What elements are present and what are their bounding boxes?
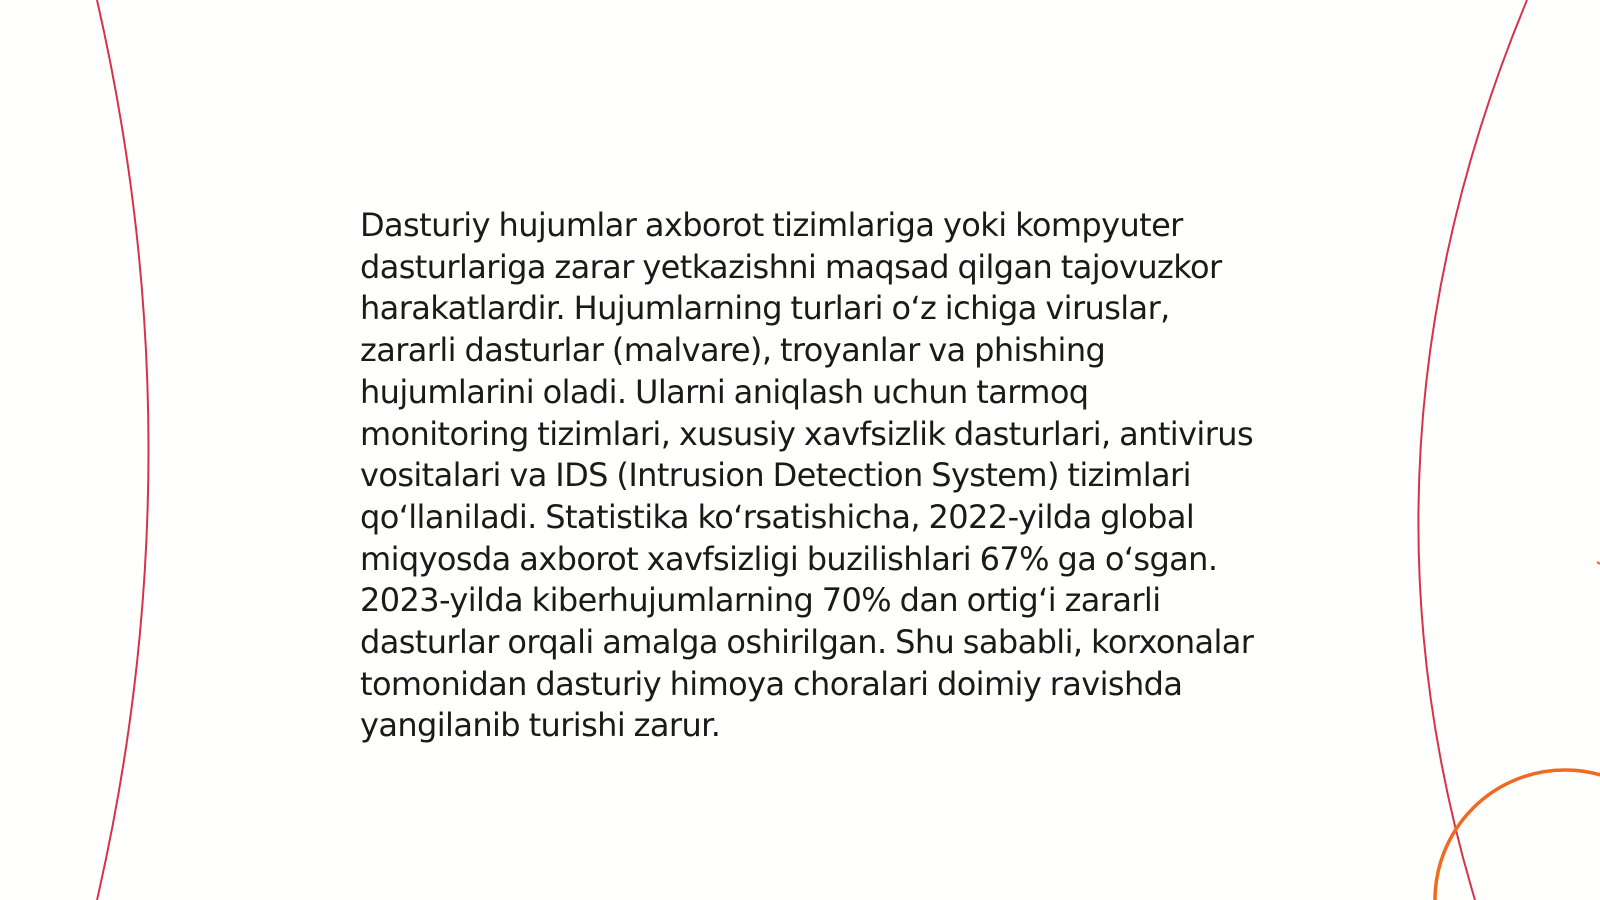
body-paragraph: Dasturiy hujumlar axborot tizimlariga yoki kompyuter dasturlariga zarar yetkazishni maqsad qilgan tajovuzkor harakatlardir. Hujumlarning turlari o‘z ichiga viruslar, zararli dasturlar (malvare), troyanlar va phishing hujumlarini oladi. Ularni aniqlash uchun tarmoq monitoring tizimlari, xususiy xavfsizlik dasturlari, antivirus vositalari va IDS (Intrusion Detection System) tizimlari qo‘llaniladi. Statistika ko‘rsatishicha, 2022-yilda global miqyosda axborot xavfsizligi buzilishlari 67% ga o‘sgan. 2023-yilda kiberhujumlarning 70% dan ortig‘i zararli dasturlar orqali amalga oshirilgan. Shu sababli, korxonalar tomonidan dasturiy himoya choralari doimiy ravishda yangilanib turishi zarur.: [360, 206, 1254, 745]
orange-circle-arc: [1435, 770, 1600, 900]
right-red-arc: [1418, 0, 1527, 900]
left-red-arc: [97, 0, 149, 900]
